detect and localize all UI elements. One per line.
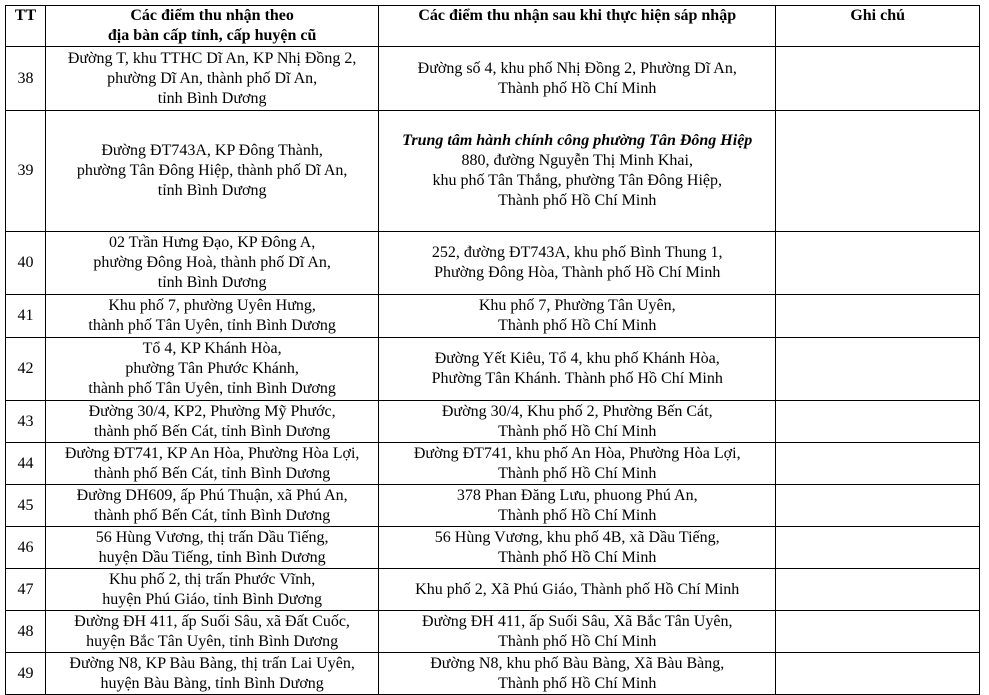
row-tt: 44	[6, 443, 46, 485]
row-note	[776, 338, 980, 401]
row-note	[776, 111, 980, 232]
table-row	[6, 47, 980, 111]
row-old-location: 56 Hùng Vương, thị trấn Dầu Tiếng, huyện Dầu Tiếng, tỉnh Bình Dương	[46, 527, 379, 569]
row-old-location: Đường ĐH 411, ấp Suối Sâu, xã Đất Cuốc, huyện Bắc Tân Uyên, tỉnh Bình Dương	[46, 611, 379, 653]
row-tt: 43	[6, 401, 46, 443]
row-new-address: 880, đường Nguyễn Thị Minh Khai, khu phố Tân Thắng, phường Tân Đông Hiệp, Thành phố Hồ Chí Minh	[432, 152, 722, 209]
row-new-address: 378 Phan Đăng Lưu, phuong Phú An, Thành phố Hồ Chí Minh	[456, 486, 698, 524]
table-row	[6, 569, 980, 611]
row-new-location	[379, 569, 776, 611]
row-old-location: Khu phố 2, thị trấn Phước Vĩnh, huyện Phú Giáo, tỉnh Bình Dương	[46, 569, 379, 611]
header-old-location: Các điểm thu nhận theo địa bàn cấp tỉnh, cấp huyện cũ	[46, 6, 379, 47]
row-new-address: Đường ĐT741, khu phố An Hòa, Phường Hòa Lợi, Thành phố Hồ Chí Minh	[413, 444, 741, 482]
row-new-location	[379, 111, 776, 232]
row-new-location	[379, 527, 776, 569]
row-note	[776, 401, 980, 443]
row-new-location	[379, 443, 776, 485]
row-note	[776, 47, 980, 111]
table-row	[6, 111, 980, 232]
row-new-address: Đường ĐH 411, ấp Suối Sâu, Xã Bắc Tân Uyên, Thành phố Hồ Chí Minh	[422, 612, 733, 650]
row-tt: 40	[6, 232, 46, 295]
row-note	[776, 527, 980, 569]
row-new-location	[379, 653, 776, 695]
table-row	[6, 527, 980, 569]
row-new-address: 252, đường ĐT743A, khu phố Bình Thung 1, Phường Đông Hòa, Thành phố Hồ Chí Minh	[431, 244, 723, 281]
row-new-address: Khu phố 7, Phường Tân Uyên, Thành phố Hồ Chí Minh	[478, 297, 676, 334]
row-tt: 41	[6, 295, 46, 338]
table-row	[6, 338, 980, 401]
header-row	[6, 6, 980, 47]
row-tt: 48	[6, 611, 46, 653]
table-row	[6, 295, 980, 338]
row-new-address: Đường 30/4, Khu phố 2, Phường Bến Cát, Thành phố Hồ Chí Minh	[441, 402, 713, 440]
row-old-location: Đường DH609, ấp Phú Thuận, xã Phú An, thành phố Bến Cát, tỉnh Bình Dương	[46, 485, 379, 527]
table-row	[6, 485, 980, 527]
row-tt: 45	[6, 485, 46, 527]
table-row	[6, 653, 980, 695]
address-table	[5, 5, 980, 695]
row-note	[776, 653, 980, 695]
row-new-location	[379, 47, 776, 111]
row-note	[776, 569, 980, 611]
row-new-address: Đường N8, khu phố Bàu Bàng, Xã Bàu Bàng, Thành phố Hồ Chí Minh	[430, 654, 725, 692]
row-new-address: Đường số 4, khu phố Nhị Đồng 2, Phường Dĩ An, Thành phố Hồ Chí Minh	[417, 59, 737, 97]
row-new-location	[379, 485, 776, 527]
row-tt: 42	[6, 338, 46, 401]
table-row	[6, 611, 980, 653]
row-note	[776, 485, 980, 527]
row-new-address: Đường Yết Kiêu, Tổ 4, khu phố Khánh Hòa, Phường Tân Khánh. Thành phố Hồ Chí Minh	[431, 350, 723, 387]
row-tt: 49	[6, 653, 46, 695]
row-old-location: 02 Trần Hưng Đạo, KP Đông A, phường Đông Hoà, thành phố Dĩ An, tỉnh Bình Dương	[46, 232, 379, 295]
row-new-location	[379, 611, 776, 653]
row-new-location	[379, 232, 776, 295]
table-row	[6, 443, 980, 485]
row-new-location	[379, 295, 776, 338]
row-old-location: Đường ĐT743A, KP Đông Thành, phường Tân Đông Hiệp, thành phố Dĩ An, tỉnh Bình Dương	[46, 111, 379, 232]
row-new-institution: Trung tâm hành chính công phường Tân Đông Hiệp	[402, 132, 753, 149]
header-note: Ghi chú	[776, 6, 980, 47]
row-new-location	[379, 401, 776, 443]
header-new-location: Các điểm thu nhận sau khi thực hiện sáp nhập	[379, 6, 776, 47]
table-row	[6, 232, 980, 295]
header-tt: TT	[6, 6, 46, 47]
table-row	[6, 401, 980, 443]
row-old-location: Đường ĐT741, KP An Hòa, Phường Hòa Lợi, thành phố Bến Cát, tỉnh Bình Dương	[46, 443, 379, 485]
row-tt: 38	[6, 47, 46, 111]
row-old-location: Đường T, khu TTHC Dĩ An, KP Nhị Đồng 2, phường Dĩ An, thành phố Dĩ An, tỉnh Bình Dương	[46, 47, 379, 111]
row-new-address: Khu phố 2, Xã Phú Giáo, Thành phố Hồ Chí Minh	[415, 580, 740, 598]
row-tt: 39	[6, 111, 46, 232]
row-note	[776, 295, 980, 338]
row-tt: 47	[6, 569, 46, 611]
row-old-location: Tổ 4, KP Khánh Hòa, phường Tân Phước Khánh, thành phố Tân Uyên, tỉnh Bình Dương	[46, 338, 379, 401]
row-old-location: Đường 30/4, KP2, Phường Mỹ Phước, thành phố Bến Cát, tỉnh Bình Dương	[46, 401, 379, 443]
row-new-address: 56 Hùng Vương, khu phố 4B, xã Dầu Tiếng, Thành phố Hồ Chí Minh	[434, 528, 720, 566]
row-tt: 46	[6, 527, 46, 569]
row-note	[776, 232, 980, 295]
row-note	[776, 611, 980, 653]
row-old-location: Khu phố 7, phường Uyên Hưng, thành phố Tân Uyên, tỉnh Bình Dương	[46, 295, 379, 338]
row-note	[776, 443, 980, 485]
row-old-location: Đường N8, KP Bàu Bàng, thị trấn Lai Uyên, huyện Bàu Bàng, tỉnh Bình Dương	[46, 653, 379, 695]
row-new-location	[379, 338, 776, 401]
